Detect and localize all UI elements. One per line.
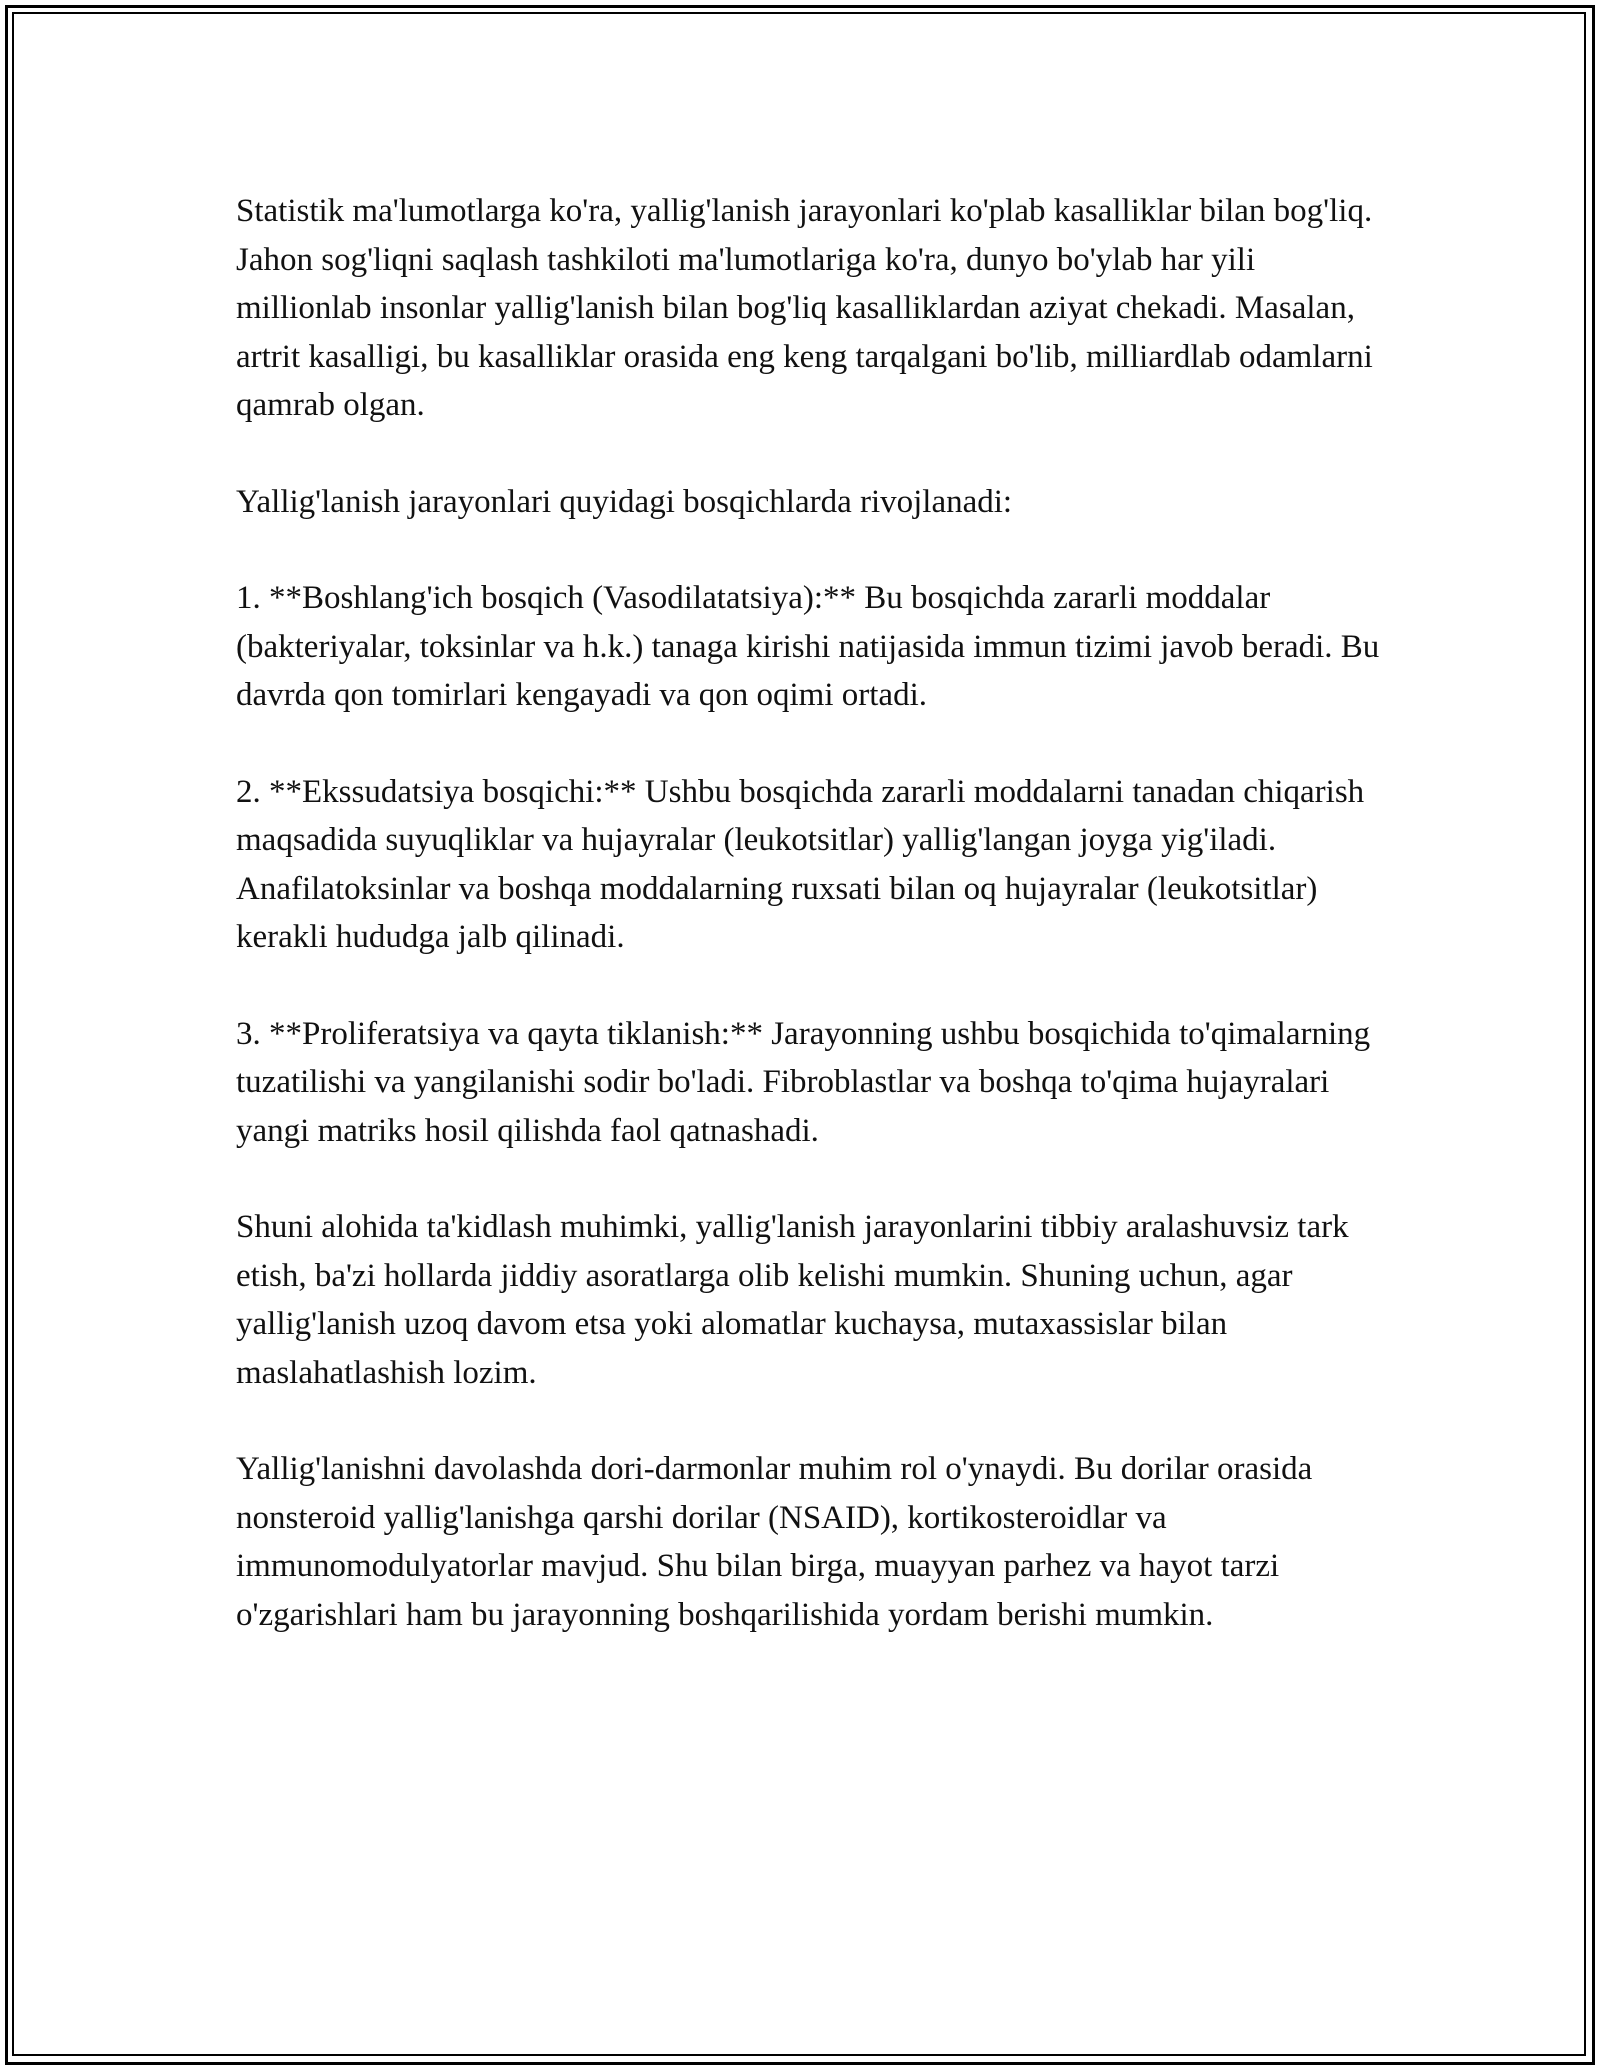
paragraph-stage-1: 1. **Boshlang'ich bosqich (Vasodilatatsiya):** Bu bosqichda zararli moddalar (bakteriyalar, toksinlar va h.k.) tanaga kirishi natijasida immun tizimi javob beradi. Bu davrda qon tomirlari kengayadi va qon oqimi ortadi. [236, 580, 1380, 713]
document-body [236, 187, 1386, 1687]
paragraph-statistics: Statistik ma'lumotlarga ko'ra, yallig'lanish jarayonlari ko'plab kasalliklar bilan bog'liq. Jahon sog'liqni saqlash tashkiloti ma'lumotlariga ko'ra, dunyo bo'ylab har yili millionlab insonlar yallig'lanish bilan bog'liq kasalliklardan aziyat chekadi. Masalan, artrit kasalligi, bu kasalliklar orasida eng keng tarqalgani bo'lib, milliardlab odamlarni qamrab olgan. [236, 193, 1373, 423]
paragraph-stage-3: 3. **Proliferatsiya va qayta tiklanish:** Jarayonning ushbu bosqichida to'qimalarning tuzatilishi va yangilanishi sodir bo'ladi. Fibroblastlar va boshqa to'qima hujayralari yangi matriks hosil qilishda faol qatnashadi. [236, 1015, 1371, 1149]
paragraph-treatment: Yallig'lanishni davolashda dori-darmonlar muhim rol o'ynaydi. Bu dorilar orasida nonsteroid yallig'lanishga qarshi dorilar (NSAID), kortikosteroidlar va immunomodulyatorlar mavjud. Shu bilan birga, muayyan parhez va hayot tarzi o'zgarishlari ham bu jarayonning boshqarilishida yordam berishi mumkin. [236, 1451, 1313, 1633]
paragraph-stages-intro: Yallig'lanish jarayonlari quyidagi bosqichlarda rivojlanadi: [236, 483, 1013, 520]
paragraph-warning: Shuni alohida ta'kidlash muhimki, yallig'lanish jarayonlarini tibbiy aralashuvsiz tark etish, ba'zi hollarda jiddiy asoratlarga olib kelishi mumkin. Shuning uchun, agar yallig'lanish uzoq davom etsa yoki alomatlar kuchaysa, mutaxassislar bilan maslahatlashish lozim. [236, 1209, 1349, 1391]
paragraph-stage-2: 2. **Ekssudatsiya bosqichi:** Ushbu bosqichda zararli moddalarni tanadan chiqarish maqsadida suyuqliklar va hujayralar (leukotsitlar) yallig'langan joyga yig'iladi. Anafilatoksinlar va boshqa moddalarning ruxsati bilan oq hujayralar (leukotsitlar) kerakli hududga jalb qilinadi. [236, 773, 1365, 955]
